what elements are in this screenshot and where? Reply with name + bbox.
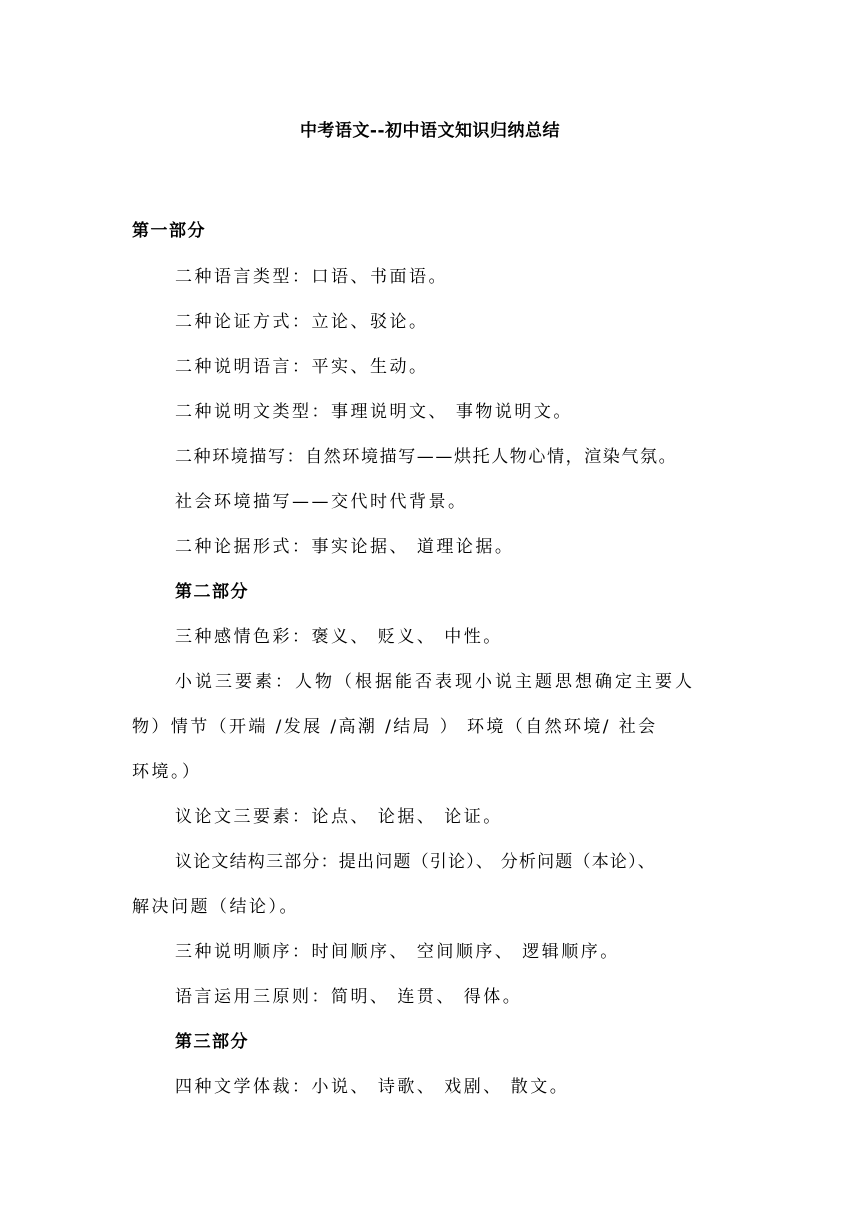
paragraph-line: 小说三要素：人物（根据能否表现小说主题思想确定主要人 <box>175 672 695 692</box>
paragraph-line: 议论文结构三部分：提出问题（引论）、 分析问题（本论）、 <box>175 852 657 872</box>
document-title: 中考语文--初中语文知识归纳总结 <box>299 121 561 141</box>
paragraph-line: 语言运用三原则：简明、 连贯、 得体。 <box>175 987 523 1007</box>
paragraph-line: 三种说明顺序：时间顺序、 空间顺序、 逻辑顺序。 <box>175 942 620 962</box>
section-heading-part3: 第三部分 <box>175 1032 249 1052</box>
paragraph-line: 二种论据形式：事实论据、 道理论据。 <box>175 537 515 557</box>
paragraph-line: 二种环境描写：自然环境描写——烘托人物心情，渲染气氛。 <box>175 447 678 467</box>
paragraph-line: 社会环境描写——交代时代背景。 <box>175 492 468 512</box>
paragraph-line: 解决问题（结论）。 <box>132 897 299 917</box>
section-heading-part1: 第一部分 <box>132 221 206 241</box>
paragraph-line: 二种语言类型：口语、书面语。 <box>175 267 448 287</box>
paragraph-line: 四种文学体裁：小说、 诗歌、 戏剧、 散文。 <box>175 1077 570 1097</box>
paragraph-line: 二种说明语言：平实、生动。 <box>175 357 429 377</box>
paragraph-line: 议论文三要素：论点、 论据、 论证。 <box>175 807 503 827</box>
paragraph-line: 物）情节（开端 /发展 /高潮 /结局 ） 环境（自然环境/ 社会 <box>132 717 658 737</box>
paragraph-line: 二种论证方式：立论、驳论。 <box>175 312 429 332</box>
section-heading-part2: 第二部分 <box>175 582 249 602</box>
paragraph-line: 二种说明文类型：事理说明文、 事物说明文。 <box>175 402 573 422</box>
paragraph-line: 环境。） <box>132 762 202 782</box>
paragraph-line: 三种感情色彩：褒义、 贬义、 中性。 <box>175 627 503 647</box>
